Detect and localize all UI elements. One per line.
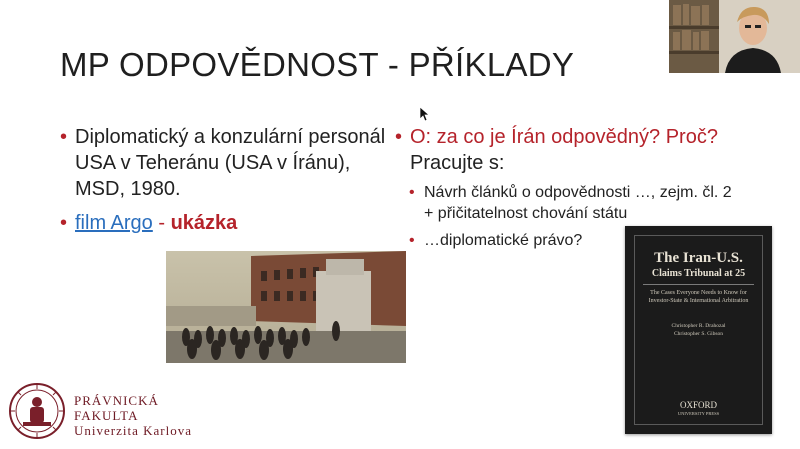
webcam-video-feed [669, 0, 800, 73]
book-divider [643, 284, 754, 285]
film-still-scene [166, 251, 406, 363]
film-still-image [166, 251, 406, 363]
book-cover-frame [634, 235, 763, 425]
bullet-embassy-text: Diplomatický a konzulární personál USA v Teheránu (USA v Íránu), MSD, 1980. [75, 126, 386, 200]
faculty-line-2: FAKULTA [74, 408, 139, 423]
faculty-seal-logo [8, 382, 66, 440]
bullet-question [395, 124, 740, 176]
book-author-1: Christopher R. Drahozal [671, 323, 726, 329]
work-with-text: Pracujte s: [410, 152, 505, 174]
faculty-line-3: Univerzita Karlova [74, 423, 192, 438]
bullet-sample-label: ukázka [170, 212, 238, 234]
book-subtitle: Claims Tribunal at 25 [651, 268, 746, 279]
question-text: O: za co je Írán odpovědný? Proč? [410, 126, 718, 148]
book-authors [635, 322, 762, 338]
film-argo-link[interactable]: film Argo [75, 212, 153, 234]
bullet-separator: - [152, 212, 171, 234]
book-title: The Iran-U.S. [654, 250, 743, 266]
sub-bullet-articles [409, 182, 740, 224]
left-column [60, 124, 390, 236]
bullet-embassy-case [60, 124, 390, 202]
bullet-film [60, 210, 390, 236]
sub-bullet-diplomatic-text: …diplomatické právo? [424, 232, 583, 249]
faculty-name [74, 393, 192, 438]
slide-title: MP ODPOVĚDNOST - PŘÍKLADY [60, 46, 575, 83]
book-publisher-sub: UNIVERSITY PRESS [677, 411, 720, 416]
faculty-line-1: PRÁVNICKÁ [74, 393, 159, 408]
book-tagline: The Cases Everyone Needs to Know for Investor-State & International Arbitration [648, 290, 749, 304]
mouse-pointer-icon [420, 107, 430, 122]
book-cover-image [625, 226, 772, 434]
webcam-scene [669, 0, 800, 73]
book-publisher: OXFORD [679, 400, 717, 410]
sub-bullet-articles-text: Návrh článků o odpovědnosti …, zejm. čl. 2 + přičitatelnost chování státu [424, 184, 732, 222]
book-author-2: Christopher S. Gibson [673, 331, 724, 337]
